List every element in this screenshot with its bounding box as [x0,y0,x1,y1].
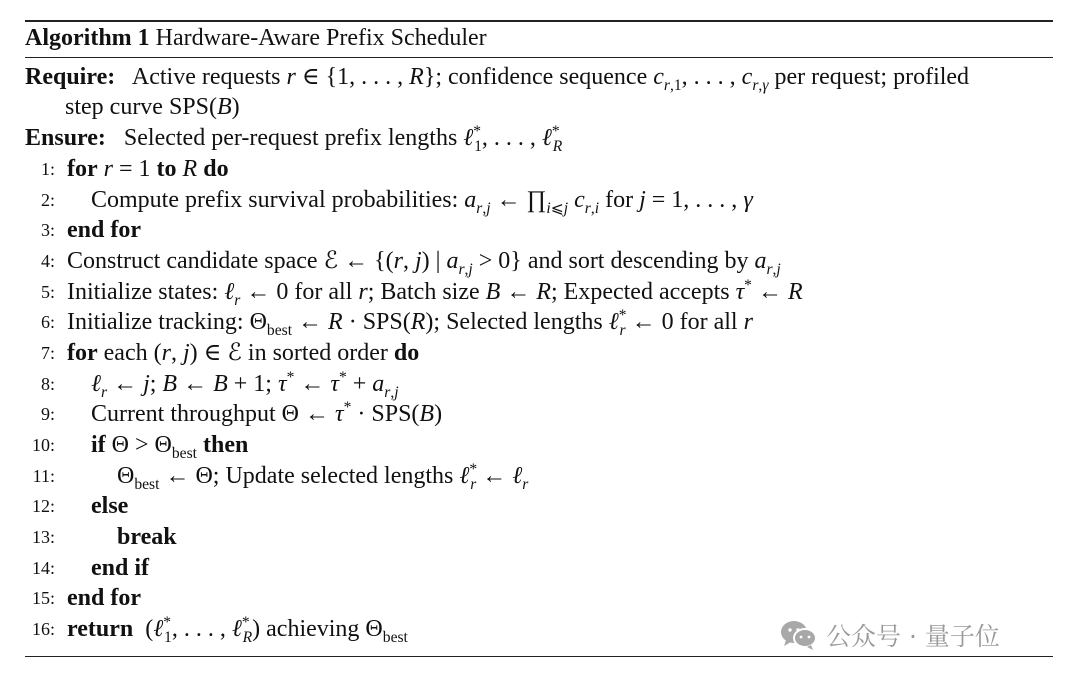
ensure-line [25,123,562,153]
line-number: 6: [40,312,55,332]
line-number: 4: [40,251,55,271]
line-number: 16: [31,619,55,639]
line-text: else [91,493,129,519]
line-number: 11: [32,466,55,486]
algorithm-label: Algorithm 1 [25,25,150,51]
line-number: 13: [31,527,55,547]
line-text: break [117,524,177,550]
line-number: 12: [31,496,55,516]
wechat-icon [780,619,818,651]
line-text: for each (r, j) ∈ ℰ in sorted order do [67,340,420,366]
line-number: 3: [40,220,55,240]
line-number: 2: [40,190,55,210]
line-text: Current throughput Θ ← τ* · SPS(B) [91,399,443,427]
require-label: Require: [25,64,116,90]
bottom-rule [25,656,1053,657]
line-text: end for [67,585,141,611]
line-number: 7: [40,343,55,363]
line-number: 9: [40,404,55,424]
line-number: 1: [40,159,55,179]
line-text: $\Theta_{best}$ ← Θ; Update selected lengths ℓ*$_r$ ← ℓ$_r$ [117,461,529,493]
line-text: Compute prefix survival probabilities: $a_{r,j}$ ← $\prod_{i⩽j}$ $c_{r,i}$ for j = 1, . . . , γ [91,187,753,217]
caption-rule [25,57,1053,58]
line-number: 5: [40,282,55,302]
line-number: 8: [40,374,55,394]
algorithm-caption [25,22,487,54]
ensure-text: Selected per-request prefix lengths ℓ*$_1$, . . . , ℓ*$_R$ [111,123,563,155]
algorithm-title: Hardware-Aware Prefix Scheduler [155,25,487,51]
require-line [25,62,969,92]
line-text: if $\Theta > \Theta_{best}$ then [91,432,249,462]
line-number: 14: [31,558,55,578]
line-text: for r = 1 to R do [67,156,229,182]
require-text: Active requests r ∈ {1, . . . , R}; confidence sequence $c_{r,1}$, . . . , $c_{r,\gamma}$ per request; profiled [121,64,970,94]
line-text: Construct candidate space ℰ ← {(r, j) | $a_{r,j} > 0$} and sort descending by $a_{r,j}$ [67,248,781,278]
watermark-text: 公众号 · 量子位 [826,622,1000,651]
line-text: Initialize states: ℓ$_r$ ← 0 for all r; Batch size B ← R; Expected accepts τ* ← R [67,277,803,309]
watermark [780,618,1000,652]
line-text: ℓ$_r$ ← j; B ← B + 1; τ* ← $\tau^* + a_{r,j}$ [91,369,399,401]
line-text: end for [67,217,141,243]
line-number: 15: [31,588,55,608]
algorithm-box [25,0,1053,679]
line-text: return (ℓ*$_1$, . . . , ℓ*$_R$) achieving $\Theta_{best}$ [67,614,408,646]
ensure-label: Ensure: [25,125,106,151]
line-number: 10: [31,435,55,455]
line-text: Initialize tracking: $\Theta_{best}$ ← R · SPS(R); Selected lengths ℓ*$_r$ ← 0 for all r [67,307,753,339]
require-continuation: step curve SPS(B) [65,94,240,120]
line-text: end if [91,555,150,581]
